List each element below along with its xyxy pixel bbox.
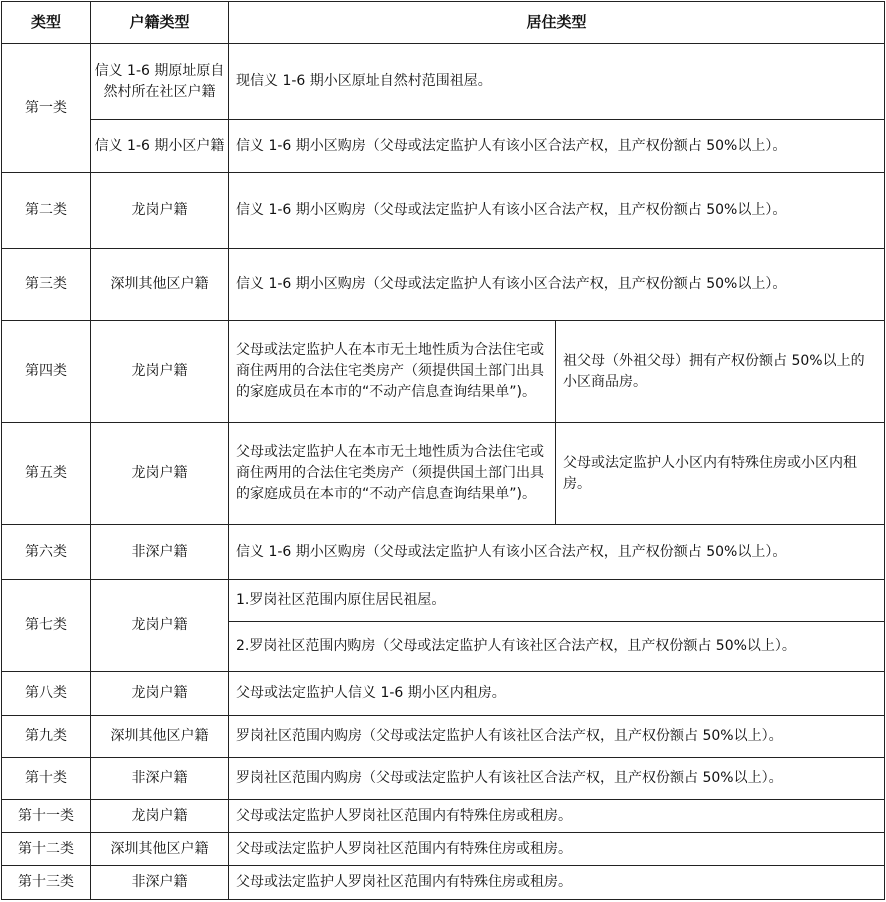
household-cell: 非深户籍 — [91, 525, 229, 580]
header-household: 户籍类型 — [91, 2, 229, 44]
household-cell: 信义 1-6 期小区户籍 — [91, 120, 229, 173]
residence-cell: 2.罗岗社区范围内购房（父母或法定监护人有该社区合法产权，且产权份额占 50%以上）。 — [229, 622, 885, 672]
household-cell: 深圳其他区户籍 — [91, 833, 229, 866]
household-cell: 非深户籍 — [91, 866, 229, 900]
residence-cell: 现信义 1-6 期小区原址自然村范围祖屋。 — [229, 44, 885, 120]
household-cell: 龙岗户籍 — [91, 321, 229, 423]
table-row — [2, 866, 885, 900]
table-row — [2, 249, 885, 321]
household-cell: 非深户籍 — [91, 758, 229, 800]
type-cell: 第十二类 — [2, 833, 91, 866]
type-cell: 第八类 — [2, 672, 91, 716]
household-cell: 龙岗户籍 — [91, 173, 229, 249]
residence-cell: 信义 1-6 期小区购房（父母或法定监护人有该小区合法产权，且产权份额占 50%以上）。 — [229, 120, 885, 173]
residence-left-cell: 父母或法定监护人在本市无土地性质为合法住宅或商住两用的合法住宅类房产（须提供国土部门出具的家庭成员在本市的“不动产信息查询结果单”)。 — [229, 423, 556, 525]
type-cell: 第七类 — [2, 580, 91, 672]
type-cell: 第十三类 — [2, 866, 91, 900]
table-row — [2, 525, 885, 580]
household-cell: 信义 1-6 期原址原自然村所在社区户籍 — [91, 44, 229, 120]
residence-table — [1, 1, 885, 900]
table-row — [2, 833, 885, 866]
header-type: 类型 — [2, 2, 91, 44]
type-cell: 第一类 — [2, 44, 91, 173]
residence-cell: 1.罗岗社区范围内原住居民祖屋。 — [229, 580, 885, 622]
residence-cell: 父母或法定监护人信义 1-6 期小区内租房。 — [229, 672, 885, 716]
residence-cell: 罗岗社区范围内购房（父母或法定监护人有该社区合法产权，且产权份额占 50%以上）。 — [229, 716, 885, 758]
residence-right-cell: 父母或法定监护人小区内有特殊住房或小区内租房。 — [556, 423, 885, 525]
table-row — [2, 580, 885, 622]
type-cell: 第二类 — [2, 173, 91, 249]
residence-cell: 罗岗社区范围内购房（父母或法定监护人有该社区合法产权，且产权份额占 50%以上）。 — [229, 758, 885, 800]
residence-cell: 父母或法定监护人罗岗社区范围内有特殊住房或租房。 — [229, 866, 885, 900]
household-cell: 龙岗户籍 — [91, 800, 229, 833]
household-cell: 龙岗户籍 — [91, 580, 229, 672]
table-row — [2, 800, 885, 833]
table-row — [2, 758, 885, 800]
type-cell: 第十类 — [2, 758, 91, 800]
table-row — [2, 173, 885, 249]
residence-cell: 父母或法定监护人罗岗社区范围内有特殊住房或租房。 — [229, 800, 885, 833]
type-cell: 第四类 — [2, 321, 91, 423]
type-cell: 第三类 — [2, 249, 91, 321]
type-cell: 第九类 — [2, 716, 91, 758]
residence-cell: 信义 1-6 期小区购房（父母或法定监护人有该小区合法产权，且产权份额占 50%以上）。 — [229, 249, 885, 321]
residence-cell: 父母或法定监护人罗岗社区范围内有特殊住房或租房。 — [229, 833, 885, 866]
table-row — [2, 44, 885, 120]
header-residence: 居住类型 — [229, 2, 885, 44]
type-cell: 第十一类 — [2, 800, 91, 833]
household-cell: 深圳其他区户籍 — [91, 716, 229, 758]
table-header-row — [2, 2, 885, 44]
table-row — [2, 321, 885, 423]
residence-right-cell: 祖父母（外祖父母）拥有产权份额占 50%以上的小区商品房。 — [556, 321, 885, 423]
residence-cell: 信义 1-6 期小区购房（父母或法定监护人有该小区合法产权，且产权份额占 50%以上）。 — [229, 173, 885, 249]
type-cell: 第六类 — [2, 525, 91, 580]
type-cell: 第五类 — [2, 423, 91, 525]
table-row — [2, 423, 885, 525]
residence-cell: 信义 1-6 期小区购房（父母或法定监护人有该小区合法产权，且产权份额占 50%以上）。 — [229, 525, 885, 580]
household-cell: 龙岗户籍 — [91, 423, 229, 525]
household-cell: 龙岗户籍 — [91, 672, 229, 716]
table-row — [2, 716, 885, 758]
table-row — [2, 672, 885, 716]
household-cell: 深圳其他区户籍 — [91, 249, 229, 321]
table-row — [2, 120, 885, 173]
residence-left-cell: 父母或法定监护人在本市无土地性质为合法住宅或商住两用的合法住宅类房产（须提供国土部门出具的家庭成员在本市的“不动产信息查询结果单”)。 — [229, 321, 556, 423]
